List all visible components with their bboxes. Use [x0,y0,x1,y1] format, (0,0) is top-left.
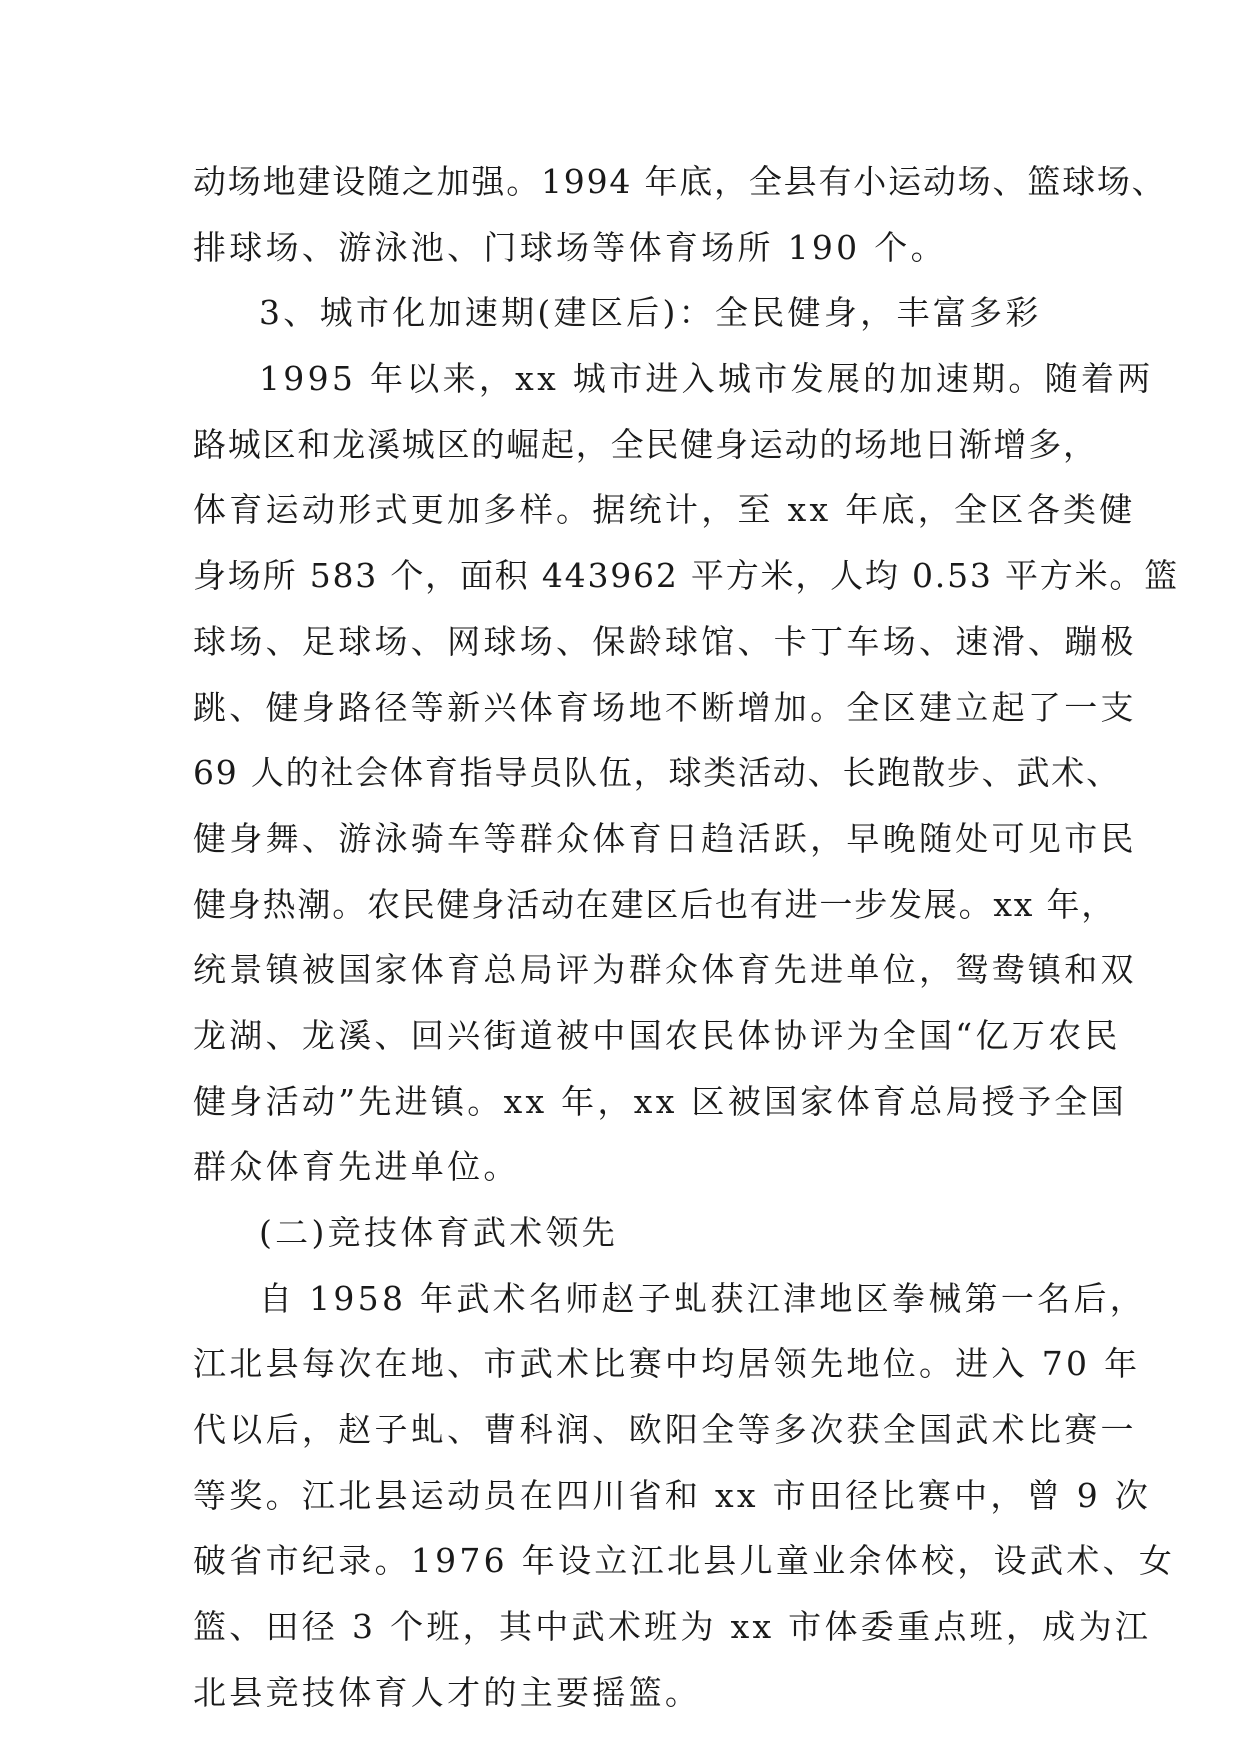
text-line: 江北县每次在地、市武术比赛中均居领先地位。进入 70 年 [193,1344,1141,1384]
text-line: 破省市纪录。1976 年设立江北县儿童业余体校，设武术、女 [193,1541,1176,1581]
section-heading: 3、城市化加速期(建区后)：全民健身，丰富多彩 [259,293,1042,333]
text-line: 球场、足球场、网球场、保龄球馆、卡丁车场、速滑、蹦极 [193,621,1137,661]
text-line: 等奖。江北县运动员在四川省和 xx 市田径比赛中，曾 9 次 [193,1475,1152,1515]
text-line: 跳、健身路径等新兴体育场地不断增加。全区建立起了一支 [193,687,1137,727]
text-line: 篮、田径 3 个班，其中武术班为 xx 市体委重点班，成为江 [193,1607,1152,1647]
text-line: 动场地建设随之加强。1994 年底，全县有小运动场、篮球场、 [193,162,1167,201]
text-line: 北县竞技体育人才的主要摇篮。 [193,1672,702,1712]
text-line: 健身热潮。农民健身活动在建区后也有进一步发展。xx 年， [193,884,1117,924]
text-line: 健身舞、游泳骑车等群众体育日趋活跃，早晚随处可见市民 [193,818,1137,858]
body-text [193,162,1179,1739]
text-line: 龙湖、龙溪、回兴街道被中国农民体协评为全国“亿万农民 [193,1015,1121,1055]
text-line: 群众体育先进单位。 [193,1147,520,1187]
text-line: 排球场、游泳池、门球场等体育场所 190 个。 [193,227,947,267]
paragraph-start: 1995 年以来，xx 城市进入城市发展的加速期。随着两 [259,359,1154,399]
text-line: 身场所 583 个，面积 443962 平方米，人均 0.53 平方米。篮 [193,556,1179,596]
paragraph-start: 自 1958 年武术名师赵子虬获江津地区拳械第一名后， [259,1278,1147,1318]
text-line: 代以后，赵子虬、曹科润、欧阳全等多次获全国武术比赛一 [193,1410,1137,1450]
text-line: 健身活动”先进镇。xx 年，xx 区被国家体育总局授予全国 [193,1081,1127,1121]
text-line: 路城区和龙溪城区的崛起，全民健身运动的场地日渐增多， [193,424,1098,464]
section-heading: (二)竞技体育武术领先 [259,1213,619,1252]
text-line: 体育运动形式更加多样。据统计，至 xx 年底，全区各类健 [193,490,1136,530]
text-line: 69 人的社会体育指导员队伍，球类活动、长跑散步、武术、 [193,753,1121,793]
text-line: 统景镇被国家体育总局评为群众体育先进单位，鸳鸯镇和双 [193,950,1137,990]
